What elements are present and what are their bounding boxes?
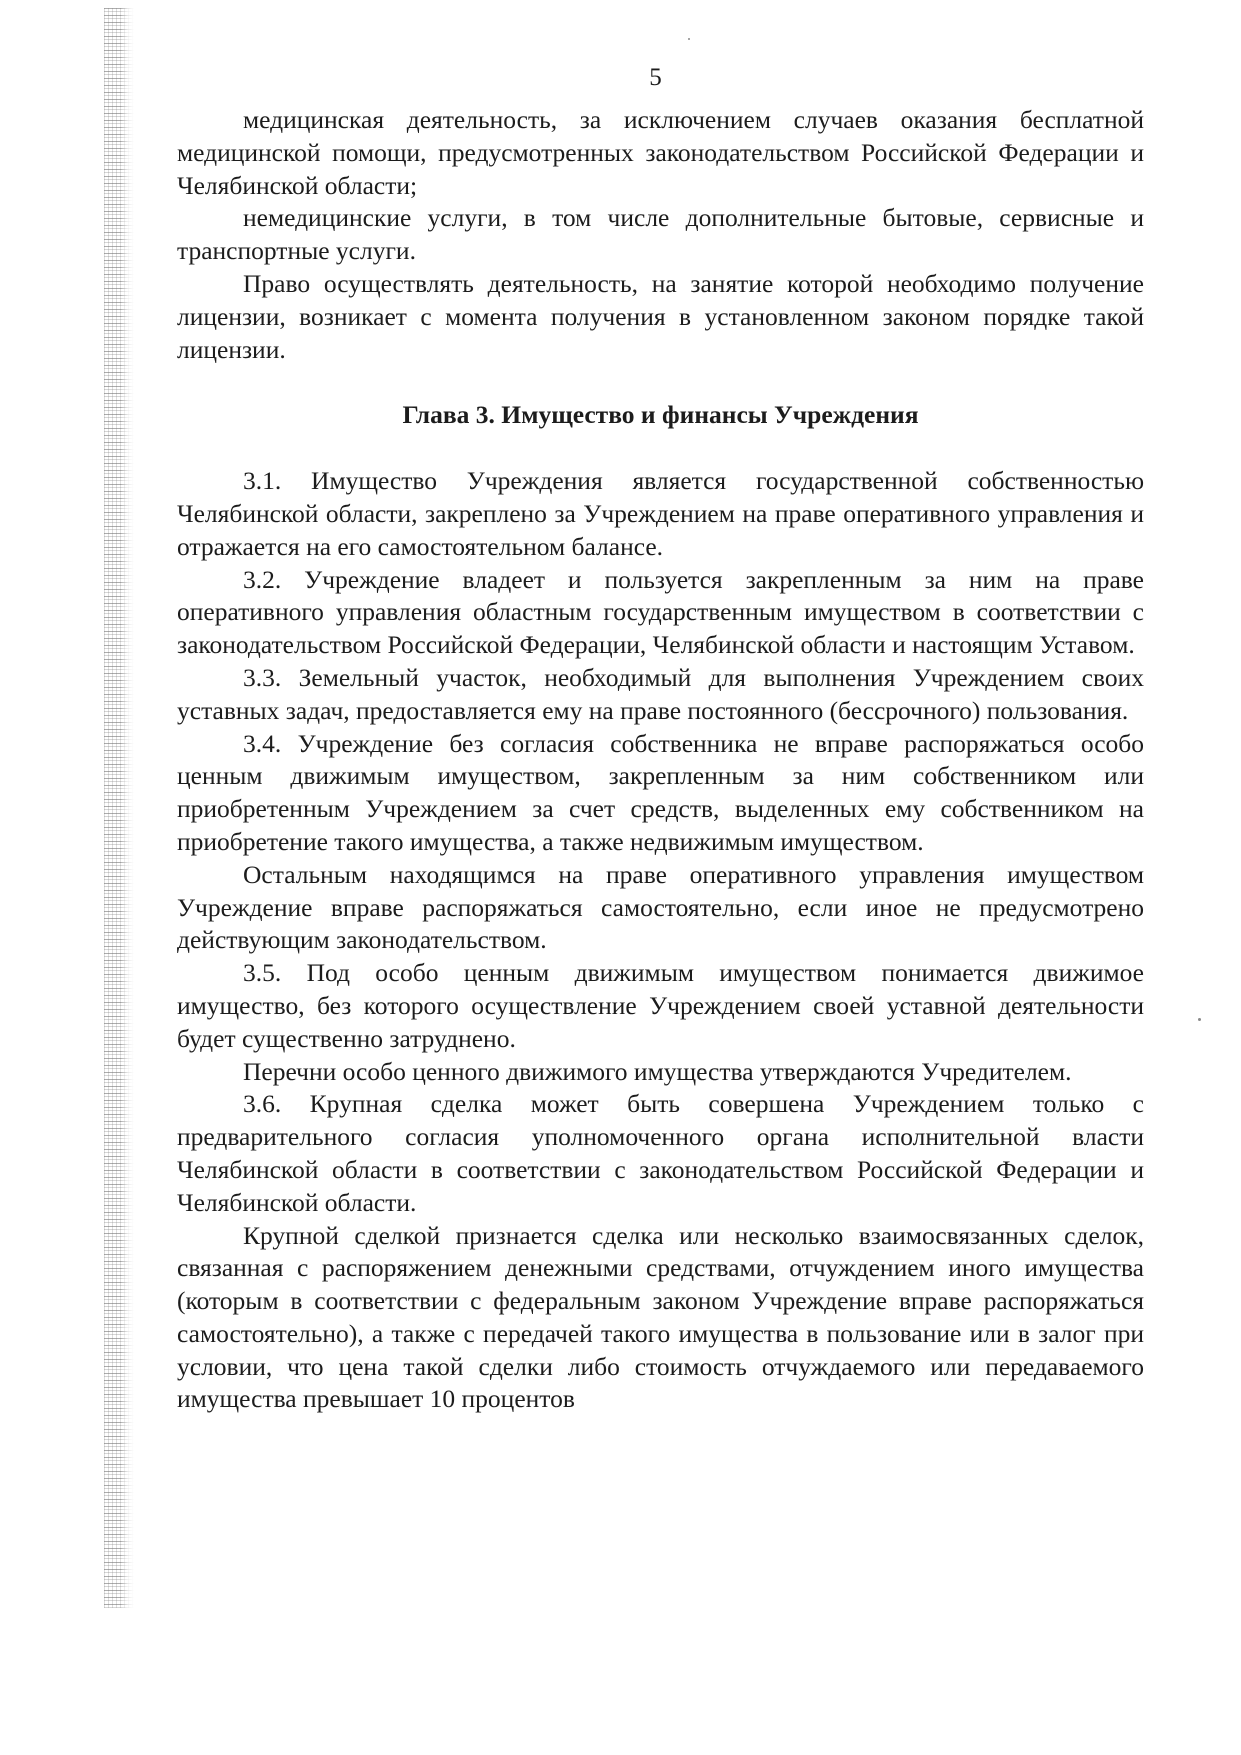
- paragraph: медицинская деятельность, за исключением случаев оказания бесплатной медицинской помощи, предусмотренных законодательством Российской Федерации и Челябинской области;: [177, 105, 1144, 200]
- scan-speck: [1198, 1018, 1201, 1021]
- paragraph: Крупной сделкой признается сделка или несколько взаимосвязанных сделок, связанная с распоряжением денежными средствами, отчуждением иного имущества (которым в соответствии с федеральным законом Учреждение вправе распоряжаться самостоятельно), а также с передачей такого имущества в пользование или в залог при условии, что цена такой сделки либо стоимость отчуждаемого или передаваемого имущества превышает 10 процентов: [177, 1220, 1144, 1414]
- paragraph-3-2: 3.2. Учреждение владеет и пользуется закрепленным за ним на праве оперативного управления областным государственным имуществом в соответствии с законодательством Российской Федерации, Челябинской области и настоящим Уставом.: [177, 564, 1144, 660]
- page-number: 5: [649, 64, 662, 91]
- paragraph: Остальным находящимся на праве оперативного управления имуществом Учреждение вправе распоряжаться самостоятельно, если иное не предусмотрено действующим законодательством.: [177, 859, 1144, 955]
- paragraph: немедицинские услуги, в том числе дополнительные бытовые, сервисные и транспортные услуги.: [177, 203, 1144, 266]
- scan-binding-edge: [104, 8, 134, 1608]
- document-body: [177, 104, 1144, 1416]
- paragraph: Перечни особо ценного движимого имущества утверждаются Учредителем.: [243, 1056, 1072, 1086]
- scan-speck: [688, 38, 690, 40]
- paragraph: Право осуществлять деятельность, на занятие которой необходимо получение лицензии, возникает с момента получения в установленном законом порядке такой лицензии.: [177, 268, 1144, 364]
- paragraph-3-5: 3.5. Под особо ценным движимым имуществом понимается движимое имущество, без которого осуществление Учреждением своей уставной деятельности будет существенно затруднено.: [177, 958, 1144, 1053]
- chapter-title: Глава 3. Имущество и финансы Учреждения: [402, 400, 919, 430]
- paragraph-3-4: 3.4. Учреждение без согласия собственника не вправе распоряжаться особо ценным движимым имуществом, закрепленным за ним собственником или приобретенным Учреждением за счет средств, выделенных ему собственником на приобретение такого имущества, а также недвижимым имуществом.: [177, 728, 1144, 856]
- paragraph-3-1: 3.1. Имущество Учреждения является государственной собственностью Челябинской области, закреплено за Учреждением на праве оперативного управления и отражается на его самостоятельном балансе.: [177, 466, 1144, 561]
- paragraph-3-3: 3.3. Земельный участок, необходимый для выполнения Учреждением своих уставных задач, предоставляется ему на праве постоянного (бессрочного) пользования.: [177, 662, 1144, 725]
- paragraph-3-6: 3.6. Крупная сделка может быть совершена Учреждением только с предварительного согласия уполномоченного органа исполнительной власти Челябинской области в соответствии с законодательством Российской Федерации и Челябинской области.: [177, 1089, 1144, 1217]
